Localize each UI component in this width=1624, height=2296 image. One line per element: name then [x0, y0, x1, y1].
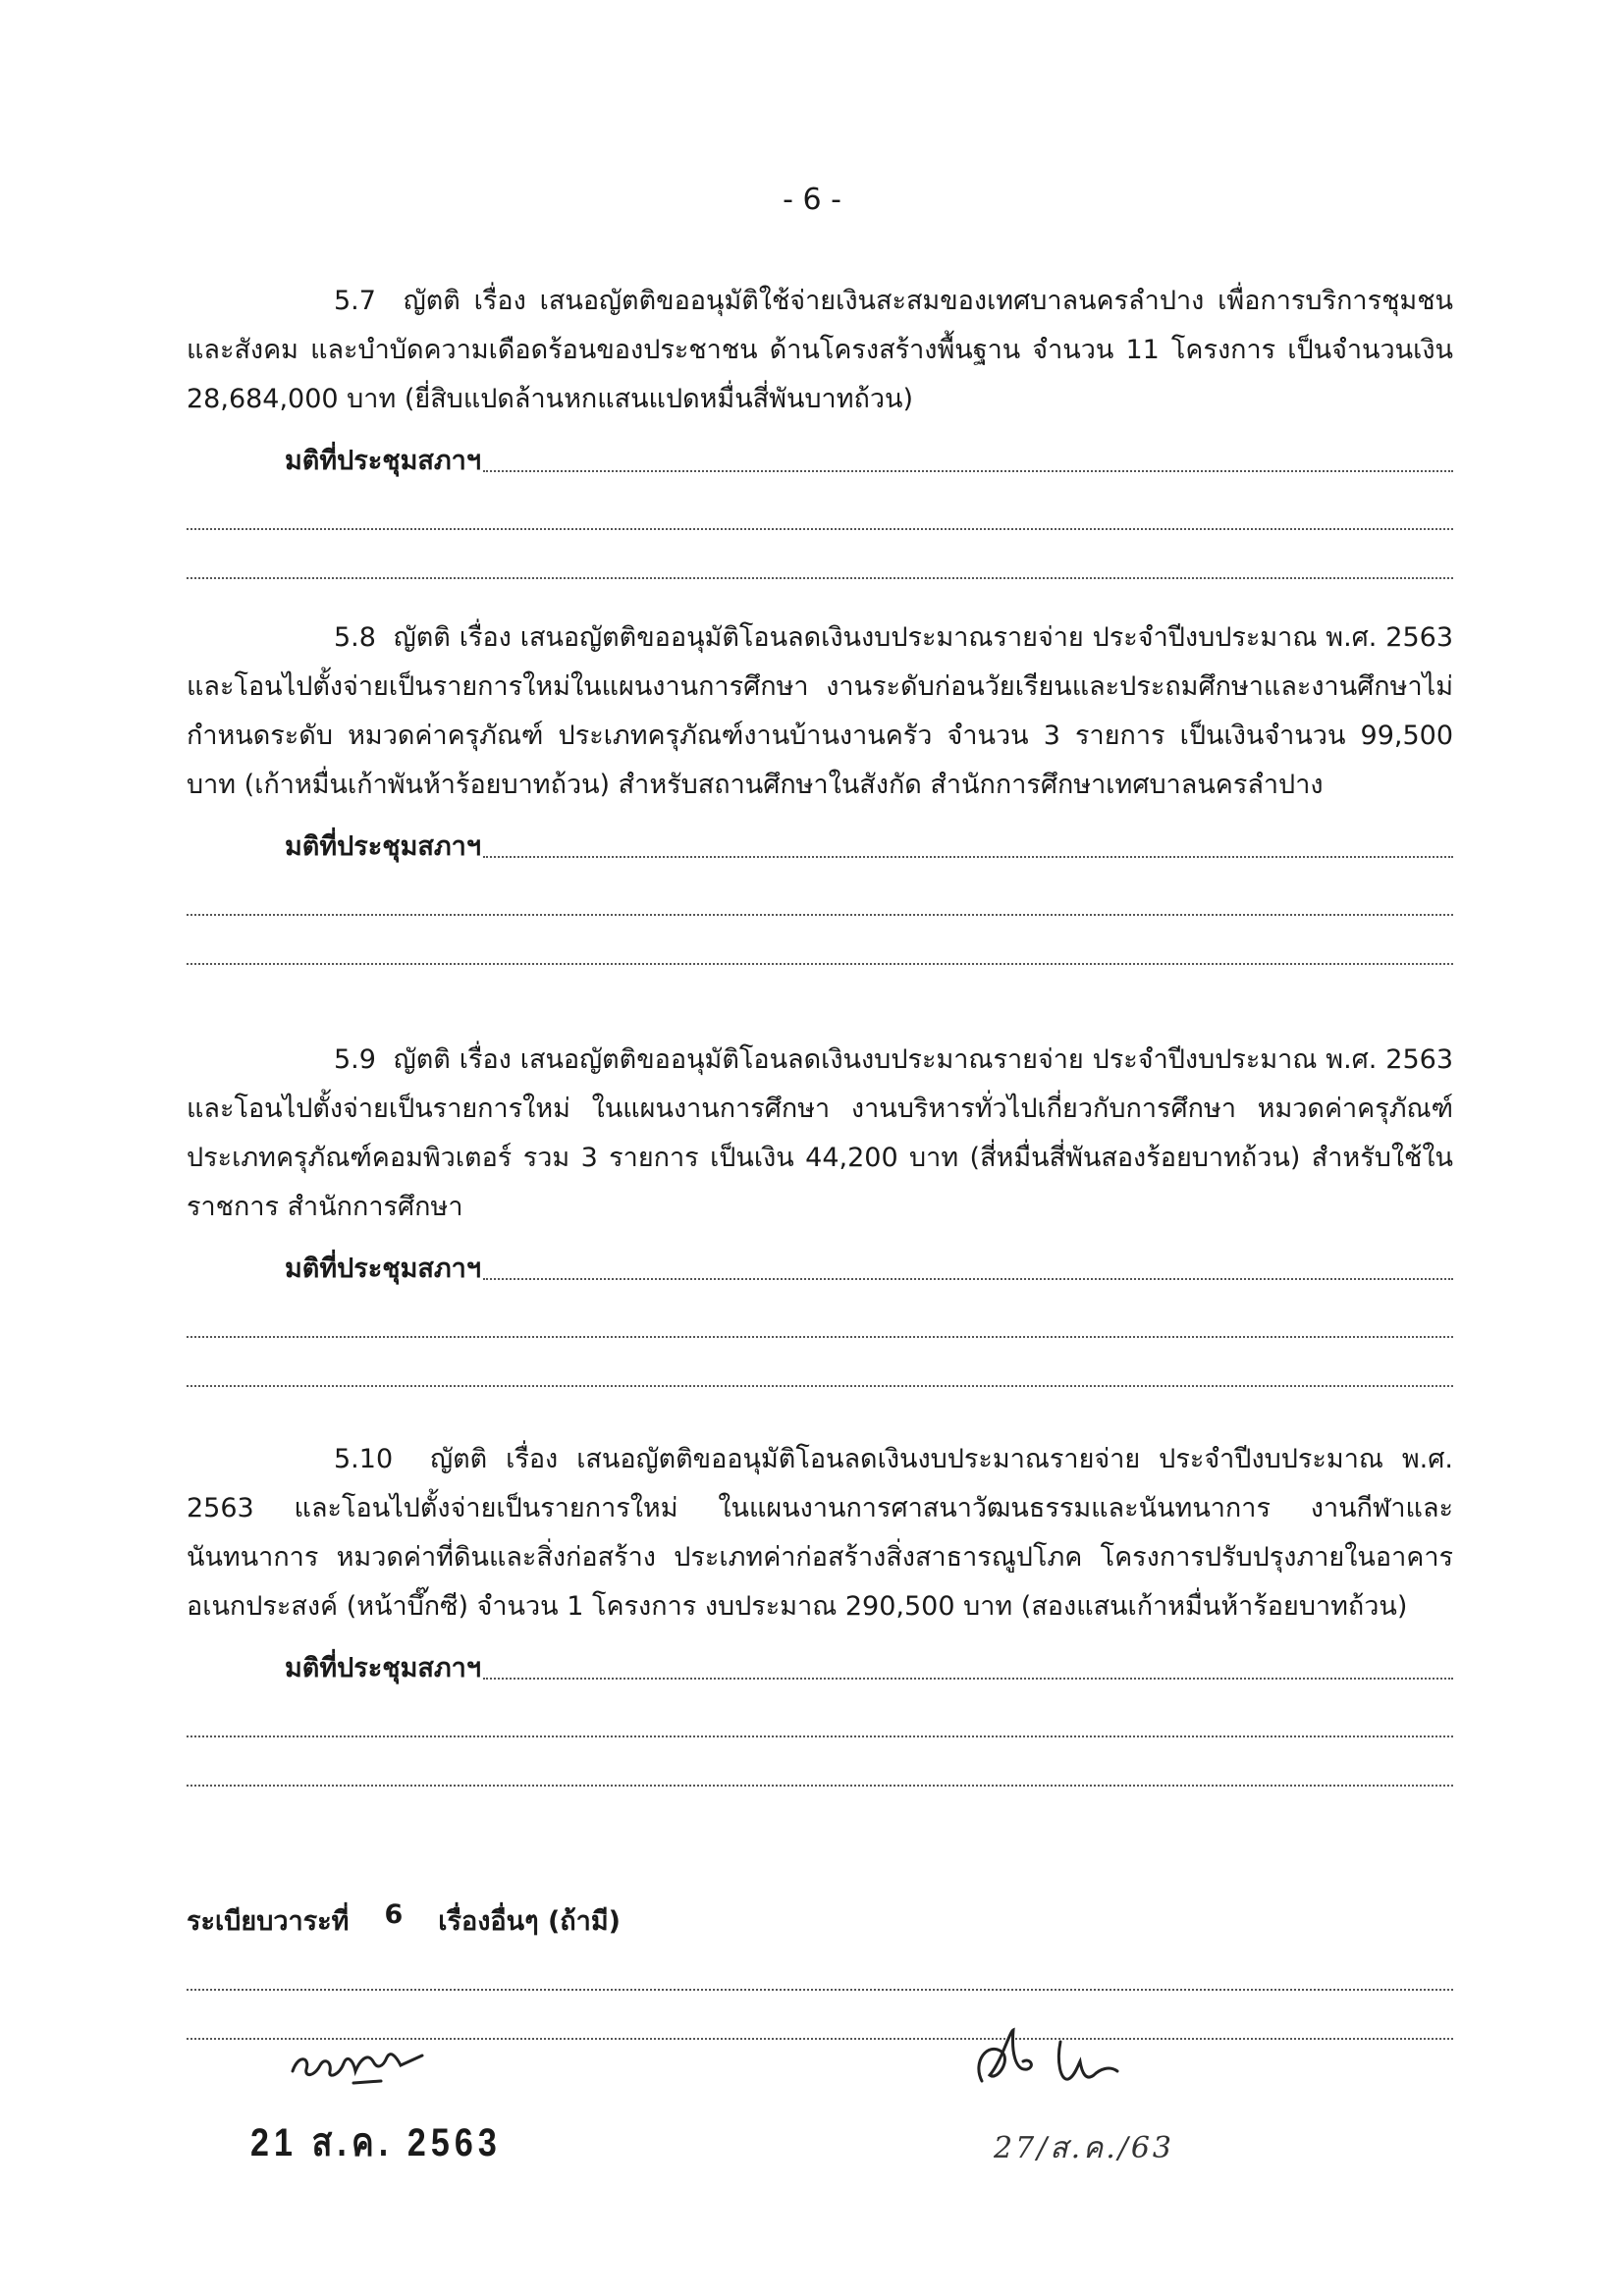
dotted-line: [187, 1942, 1453, 1991]
agenda-item-5-7: [187, 277, 1453, 579]
item-number: 5.9: [334, 1044, 376, 1075]
item-number: 5.8: [334, 622, 376, 653]
dotted-line: [187, 530, 1453, 579]
resolution-label: มติที่ประชุมสภาฯ: [285, 831, 481, 862]
signature-left: [285, 2032, 461, 2091]
agenda-6-heading: [187, 1899, 1453, 1942]
agenda-title: เรื่องอื่นๆ (ถ้ามี): [438, 1906, 621, 1937]
dotted-line: [187, 1688, 1453, 1737]
handwritten-date: 27/ส.ค./63: [994, 2131, 1175, 2165]
dotted-line: [187, 1338, 1453, 1387]
item-number: 5.10: [334, 1444, 394, 1474]
dotted-line: [187, 867, 1453, 916]
dotted-fill: [483, 470, 1453, 472]
resolution-line: [187, 1246, 1453, 1289]
agenda-item-5-8: [187, 614, 1453, 965]
resolution-label: มติที่ประชุมสภาฯ: [285, 446, 481, 476]
received-date-stamp: 21 ส.ค. 2563: [250, 2121, 502, 2164]
dotted-line: [187, 1289, 1453, 1338]
agenda-item-5-10: [187, 1435, 1453, 1787]
item-text: ญัตติ เรื่อง เสนอญัตติขออนุมัติใช้จ่ายเงินสะสมของเทศบาลนครลำปาง เพื่อการบริการชุมชนและสังคม และบำบัดความเดือดร้อนของประชาชน ด้านโครงสร้างพื้นฐาน จำนวน 11 โครงการ เป็นจำนวนเงิน 28,684,000 บาท (ยี่สิบแปดล้านหกแสนแปดหมื่นสี่พันบาทถ้วน): [187, 286, 1453, 414]
page-number: - 6 -: [783, 183, 841, 217]
signature-right: [962, 2022, 1159, 2101]
item-text: ญัตติ เรื่อง เสนอญัตติขออนุมัติโอนลดเงินงบประมาณรายจ่าย ประจำปีงบประมาณ พ.ศ. 2563 และโอนไปตั้งจ่ายเป็นรายการใหม่ ในแผนงานการศึกษา งานบริหารทั่วไปเกี่ยวกับการศึกษา หมวดค่าครุภัณฑ์ ประเภทครุภัณฑ์คอมพิวเตอร์ รวม 3 รายการ เป็นเงิน 44,200 บาท (สี่หมื่นสี่พันสองร้อยบาทถ้วน) สำหรับใช้ในราชการ สำนักการศึกษา: [187, 1044, 1453, 1222]
agenda-label: ระเบียบวาระที่: [187, 1906, 350, 1937]
item-text: ญัตติ เรื่อง เสนอญัตติขออนุมัติโอนลดเงินงบประมาณรายจ่าย ประจำปีงบประมาณ พ.ศ. 2563 และโอนไปตั้งจ่ายเป็นรายการใหม่ในแผนงานการศึกษา งานระดับก่อนวัยเรียนและประถมศึกษาและงานศึกษาไม่กำหนดระดับ หมวดค่าครุภัณฑ์ ประเภทครุภัณฑ์งานบ้านงานครัว จำนวน 3 รายการ เป็นเงินจำนวน 99,500 บาท (เก้าหมื่นเก้าพันห้าร้อยบาทถ้วน) สำหรับสถานศึกษาในสังกัด สำนักการศึกษาเทศบาลนครลำปาง: [187, 622, 1453, 800]
item-number: 5.7: [334, 286, 376, 316]
agenda-6: [187, 1899, 1453, 2040]
resolution-line: [187, 824, 1453, 867]
item-paragraph: [187, 277, 1453, 424]
dotted-line: [187, 481, 1453, 530]
item-paragraph: [187, 1435, 1453, 1631]
resolution-label: มติที่ประชุมสภาฯ: [285, 1653, 481, 1683]
item-paragraph: [187, 1036, 1453, 1232]
resolution-line: [187, 438, 1453, 481]
agenda-number: 6: [384, 1899, 404, 1930]
dotted-line: [187, 916, 1453, 965]
agenda-item-5-9: [187, 1036, 1453, 1387]
item-paragraph: [187, 614, 1453, 810]
resolution-line: [187, 1645, 1453, 1688]
dotted-fill: [483, 1678, 1453, 1680]
item-text: ญัตติ เรื่อง เสนอญัตติขออนุมัติโอนลดเงินงบประมาณรายจ่าย ประจำปีงบประมาณ พ.ศ. 2563 และโอนไปตั้งจ่ายเป็นรายการใหม่ ในแผนงานการศาสนาวัฒนธรรมและนันทนาการ งานกีฬาและนันทนาการ หมวดค่าที่ดินและสิ่งก่อสร้าง ประเภทค่าก่อสร้างสิ่งสาธารณูปโภค โครงการปรับปรุงภายในอาคารอเนกประสงค์ (หน้าบึ๊กซี) จำนวน 1 โครงการ งบประมาณ 290,500 บาท (สองแสนเก้าหมื่นห้าร้อยบาทถ้วน): [187, 1444, 1453, 1622]
dotted-line: [187, 1737, 1453, 1787]
resolution-label: มติที่ประชุมสภาฯ: [285, 1254, 481, 1284]
dotted-fill: [483, 1278, 1453, 1280]
dotted-fill: [483, 856, 1453, 858]
